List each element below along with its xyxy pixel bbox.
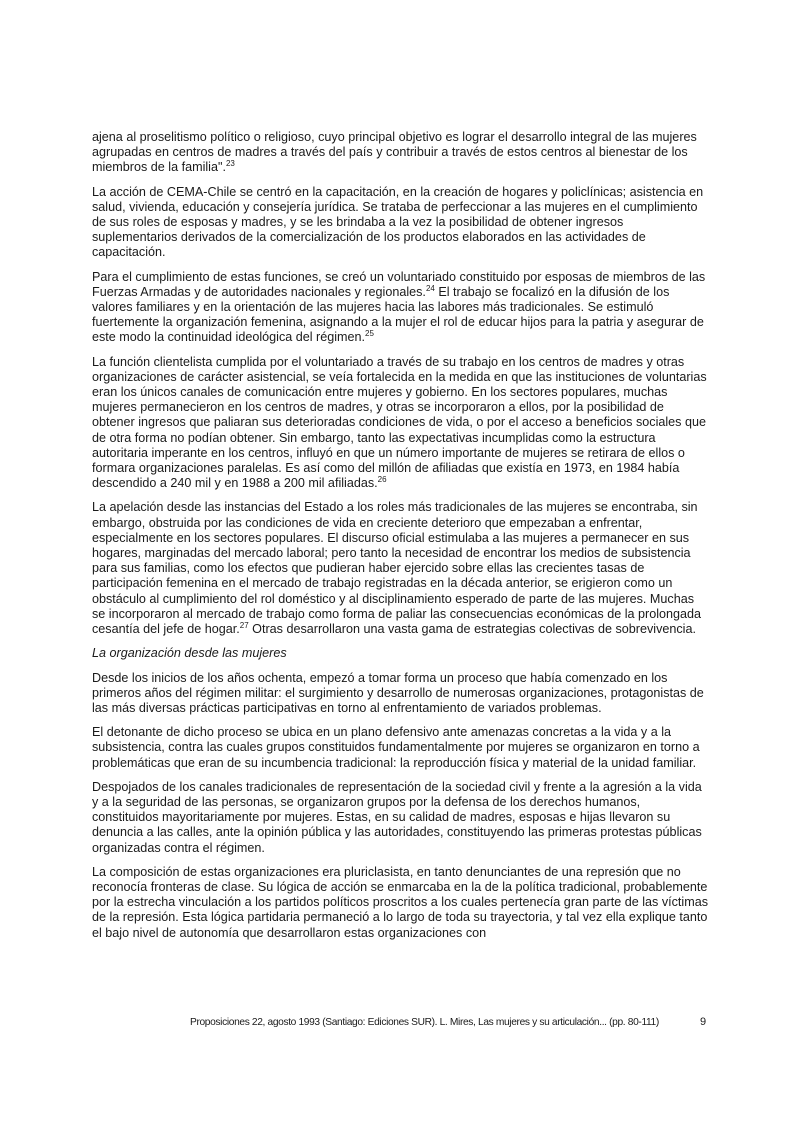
footnote-ref-26[interactable]: 26 <box>377 475 387 485</box>
paragraph-7 <box>92 725 710 771</box>
paragraph-3-text-b: El trabajo se focalizó en la difusión de los valores familiares y en la orientación de las mujeres hacia las labores más tradicionales. Se estimuló fuertemente la organización femenina, asignando a la mujer el rol de educar hijos para la patria y asegurar de este modo la continuidad ideológica del régimen. <box>92 284 704 345</box>
document-body <box>92 130 710 950</box>
paragraph-8 <box>92 780 710 856</box>
paragraph-6 <box>92 671 710 717</box>
footnote-ref-25[interactable]: 25 <box>365 329 374 339</box>
paragraph-9-text: La composición de estas organizaciones era pluriclasista, en tanto denunciantes de una represión que no reconocía fronteras de clase. Su lógica de acción se enmarcaba en la de la política tradicional, probablemente por la estrecha vinculación a los partidos políticos proscritos a los cuales pertenecía gran parte de las víctimas de la represión. Esta lógica partidaria permaneció a lo largo de toda su trayectoria, y tal vez ella explique tanto el bajo nivel de autonomía que desarrollaron estas organizaciones con <box>92 864 709 940</box>
page-number: 9 <box>700 1016 707 1028</box>
paragraph-4-text: La función clientelista cumplida por el voluntariado a través de su trabajo en los centros de madres y otras organizaciones de carácter asistencial, se veía fortalecida en la medida en que las instituciones de voluntarias eran los únicos canales de comunicación entre mujeres y gobierno. En los sectores populares, muchas mujeres permanecieron en los centros de madres, y otras se incorporaron a ellos, por la posibilidad de obtener ingresos que paliaran sus deterioradas condiciones de vida, o por el acceso a beneficios sociales que de otra forma no podían obtener. Sin embargo, tanto las expectativas incumplidas como la estructura autoritaria imperante en los centros, influyó en que un número importante de mujeres se retirara de ellos o formara organizaciones paralelas. Es así como del millón de afiliadas que existía en 1973, en 1984 había descendido a 240 mil y en 1988 a 200 mil afiliadas. <box>92 354 707 491</box>
footnote-ref-24[interactable]: 24 <box>425 283 435 293</box>
paragraph-9 <box>92 865 710 941</box>
paragraph-5-text-b: Otras desarrollaron una vasta gama de estrategias colectivas de sobrevivencia. <box>248 622 696 637</box>
paragraph-3-text-a: Para el cumplimiento de estas funciones, se creó un voluntariado constituido por esposas de miembros de las Fuerzas Armadas y de autoridades nacionales y regionales. <box>92 269 706 299</box>
paragraph-8-text: Despojados de los canales tradicionales de representación de la sociedad civil y frente a la agresión a la vida y a la seguridad de las personas, se organizaron grupos por la defensa de los derechos humanos, constituidos mayoritariamente por mujeres. Estas, en su calidad de madres, esposas e hijas llevaron su denuncia a las calles, ante la opinión pública y las autoridades, constituyendo las primeras protestas públicas organizadas contra el régimen. <box>92 779 702 855</box>
paragraph-5-text-a: La apelación desde las instancias del Estado a los roles más tradicionales de las mujeres se encontraba, sin embargo, obstruida por las condiciones de vida en creciente deterioro que empezaban a enfrentar, especialmente en los sectores populares. El discurso oficial estimulaba a las mujeres a permanecer en sus hogares, marginadas del mercado laboral; pero tanto la necesidad de encontrar los medios de subsistencia para sus familias, como los efectos que pudieran haber ejercido sobre ellas las crecientes tasas de participación femenina en el mercado de trabajo registradas en la década anterior, se erigieron como un obstáculo al cumplimiento del rol doméstico y al disciplinamiento esperado de parte de las mujeres. Muchas se incorporaron al mercado de trabajo como forma de paliar las consecuencias económicas de la prolongada cesantía del jefe de hogar. <box>92 500 702 637</box>
paragraph-4 <box>92 355 710 492</box>
paragraph-1 <box>92 130 710 176</box>
paragraph-2-text: La acción de CEMA-Chile se centró en la capacitación, en la creación de hogares y policlínicas; asistencia en salud, vivienda, educación y consejería jurídica. Se trataba de perfeccionar a las mujeres en el cumplimiento de sus roles de esposas y madres, y se les brindaba a la vez la posibilidad de obtener ingresos suplementarios derivados de la comercialización de los productos elaborados en las actividades de capacitación. <box>92 184 704 260</box>
paragraph-1-text: ajena al proselitismo político o religioso, cuyo principal objetivo es lograr el desarrollo integral de las mujeres agrupadas en centros de madres a través del país y contribuir a través de estos centros al bienestar de los miembros de la familia". <box>92 130 697 175</box>
section-heading: La organización desde las mujeres <box>92 646 287 661</box>
paragraph-7-text: El detonante de dicho proceso se ubica en un plano defensivo ante amenazas concretas a la vida y a la subsistencia, contra las cuales grupos constituidos fundamentalmente por mujeres se organizaron en torno a problemáticas que eran de su incumbencia tradicional: la reproducción física y material de la unidad familiar. <box>92 725 700 770</box>
footnote-ref-27[interactable]: 27 <box>239 620 249 630</box>
footer-citation: Proposiciones 22, agosto 1993 (Santiago: Ediciones SUR). L. Mires, Las mujeres y su articulación... (pp. 80-111) <box>190 1017 659 1028</box>
paragraph-5 <box>92 500 710 637</box>
footnote-ref-23[interactable]: 23 <box>225 159 235 169</box>
paragraph-3 <box>92 270 710 346</box>
paragraph-6-text: Desde los inicios de los años ochenta, empezó a tomar forma un proceso que había comenzado en los primeros años del régimen militar: el surgimiento y desarrollo de numerosas organizaciones, protagonistas de las más diversas prácticas participativas en torno al enfrentamiento de variados problemas. <box>92 670 704 715</box>
paragraph-2 <box>92 185 710 261</box>
